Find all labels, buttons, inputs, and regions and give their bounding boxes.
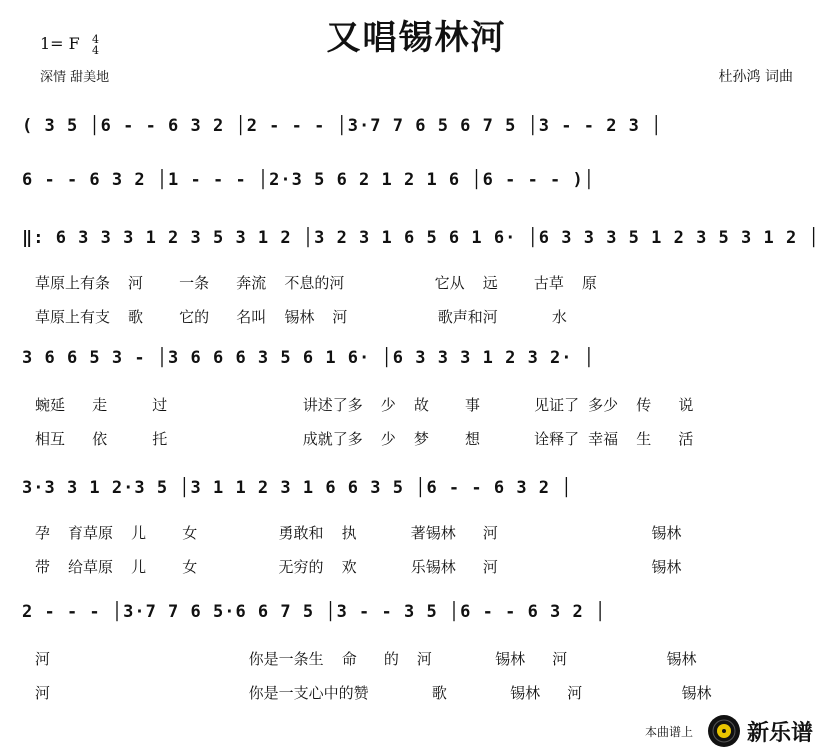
notation-line: 3·3 3 1 2·3 5 │3 1 1 2 3 1 6 6 3 5 │6 - - 6 3 2 │: [22, 478, 573, 498]
notation-line: 3 6 6 5 3 - │3 6 6 6 3 5 6 1 6· │6 3 3 3 1 2 3 2· │: [22, 348, 595, 368]
lyrics-verse-2: 带 给草原 儿 女 无穷的 欢 乐锡林 河 锡林: [35, 558, 682, 576]
song-title: 又唱锡林河: [326, 18, 507, 58]
composer-credit: 杜孙鸿 词曲: [718, 69, 793, 85]
score-row-6: [22, 602, 812, 632]
time-signature-top: 4: [92, 33, 99, 46]
lyrics-verse-1: 河 你是一条生 命 的 河 锡林 河 锡林: [35, 650, 697, 668]
brand-name: 新乐谱: [746, 720, 813, 746]
score-row-2: [22, 170, 812, 200]
expression-marking: 深情 甜美地: [40, 70, 110, 85]
lyrics-verse-1: 蜿延 走 过 讲述了多 少 故 事 见证了 多少 传 说: [35, 396, 694, 414]
source-label: 本曲谱上: [644, 725, 693, 739]
vinyl-record-icon: [707, 714, 741, 748]
lyrics-verse-2: 河 你是一支心中的赞 歌 锡林 河 锡林: [35, 684, 712, 702]
brand-logo[interactable]: [707, 714, 813, 748]
time-signature-bottom: 4: [92, 44, 99, 57]
score-row-3: [22, 228, 820, 258]
score-row-5: [22, 478, 812, 508]
notation-line: ( 3 5 │6 - - 6 3 2 │2 - - - │3·7 7 6 5 6 7 5 │3 - - 2 3 │: [22, 116, 663, 136]
score-row-1: [22, 116, 812, 146]
lyrics-verse-2: 相互 依 托 成就了多 少 梦 想 诠释了 幸福 生 活: [35, 430, 694, 448]
notation-line: ‖: 6 3 3 3 1 2 3 5 3 1 2 │3 2 3 1 6 5 6 1 6· │6 3 3 3 5 1 2 3 5 3 1 2 │: [22, 228, 820, 248]
key-signature: 1= F: [40, 34, 80, 53]
notation-line: 2 - - - │3·7 7 6 5·6 6 7 5 │3 - - 3 5 │6 - - 6 3 2 │: [22, 602, 607, 622]
lyrics-verse-2: 草原上有支 歌 它的 名叫 锡林 河 歌声和河 水: [35, 308, 567, 326]
time-signature: [92, 34, 99, 56]
lyrics-verse-1: 孕 育草原 儿 女 勇敢和 执 著锡林 河 锡林: [35, 524, 682, 542]
notation-line: 6 - - 6 3 2 │1 - - - │2·3 5 6 2 1 2 1 6 │6 - - - )│: [22, 170, 595, 190]
lyrics-verse-1: 草原上有条 河 一条 奔流 不息的河 它从 远 古草 原: [35, 274, 597, 292]
score-row-4: [22, 348, 812, 378]
